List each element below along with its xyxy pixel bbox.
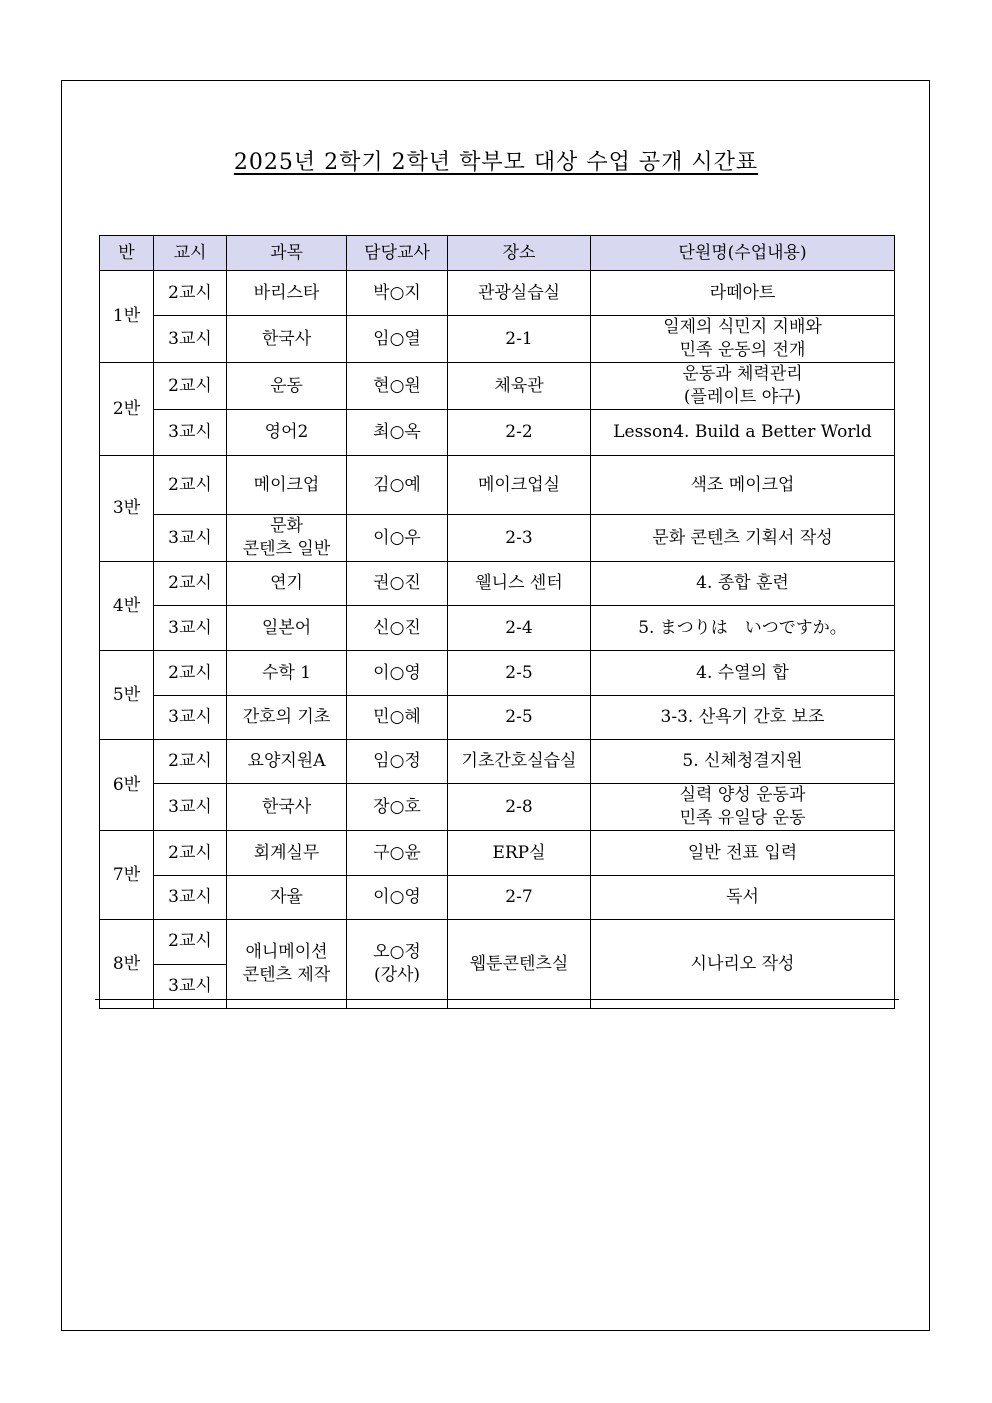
- subject-cell: [227, 606, 347, 651]
- unit-cell: [591, 651, 895, 696]
- place-cell: 기초간호실습실: [448, 740, 591, 784]
- subject-cell: [227, 410, 347, 456]
- place-cell: 2-4: [448, 606, 591, 651]
- class-cell: 3반: [100, 456, 154, 562]
- unit-cell: [591, 784, 895, 831]
- unit-cell: [591, 606, 895, 651]
- subject-line: 요양지원A: [247, 751, 326, 771]
- header-subject: 과목: [227, 236, 347, 271]
- unit-line: 민족 운동의 전개: [679, 340, 806, 360]
- header-unit: 단원명(수업내용): [591, 236, 895, 271]
- teacher-line: 구○윤: [373, 842, 421, 863]
- teacher-line: 권○진: [373, 573, 421, 593]
- class-cell: 2반: [100, 363, 154, 456]
- teacher-cell: [347, 876, 448, 920]
- table-row: [100, 316, 895, 363]
- unit-cell: [591, 740, 895, 784]
- header-place: 장소: [448, 236, 591, 271]
- subject-line: 연기: [270, 573, 303, 593]
- table-row: [100, 515, 895, 562]
- table-row: [100, 606, 895, 651]
- period-cell: 2교시: [154, 651, 227, 696]
- place-cell: 2-5: [448, 696, 591, 740]
- subject-cell: [227, 363, 347, 410]
- unit-cell: [591, 876, 895, 920]
- period-cell: 3교시: [154, 696, 227, 740]
- teacher-line: 임○열: [373, 328, 421, 349]
- table-row: [100, 363, 895, 410]
- subject-cell: [227, 515, 347, 562]
- unit-cell: [591, 696, 895, 740]
- table-row: [100, 696, 895, 740]
- unit-cell: [591, 363, 895, 410]
- unit-cell: [591, 271, 895, 316]
- teacher-line: 민○혜: [373, 707, 421, 727]
- unit-line: (플레이트 야구): [683, 387, 802, 407]
- unit-line: 독서: [726, 887, 759, 907]
- subject-line: 콘텐츠 제작: [242, 965, 331, 985]
- subject-line: 수학 1: [261, 662, 312, 683]
- place-cell: 2-2: [448, 410, 591, 456]
- unit-line: 실력 양성 운동과: [679, 785, 806, 805]
- subject-cell: [227, 784, 347, 831]
- subject-line: 애니메이션: [245, 942, 328, 962]
- table-row: [100, 271, 895, 316]
- subject-cell: [227, 831, 347, 876]
- subject-line: 콘텐츠 일반: [242, 539, 331, 559]
- teacher-line: 이○영: [373, 662, 421, 683]
- subject-cell: [227, 271, 347, 316]
- table-row: [100, 876, 895, 920]
- subject-line: 메이크업: [253, 474, 320, 495]
- teacher-line: 이○영: [373, 887, 421, 907]
- unit-cell: [591, 562, 895, 606]
- class-cell: 6반: [100, 740, 154, 831]
- teacher-cell: [347, 456, 448, 515]
- period-cell: 2교시: [154, 740, 227, 784]
- unit-line: 일제의 식민지 지배와: [663, 317, 822, 337]
- period-cell: 2교시: [154, 456, 227, 515]
- subject-cell: [227, 696, 347, 740]
- subject-line: 한국사: [261, 796, 312, 817]
- teacher-line: 최○옥: [373, 422, 421, 442]
- place-cell: 2-3: [448, 515, 591, 562]
- teacher-cell: [347, 271, 448, 316]
- unit-cell: 시나리오 작성: [591, 920, 895, 1009]
- class-cell: 1반: [100, 271, 154, 363]
- place-cell: 웹툰콘텐츠실: [448, 920, 591, 1009]
- teacher-line: 이○우: [373, 527, 421, 548]
- subject-cell: [227, 920, 347, 1009]
- page-title: [0, 145, 992, 176]
- place-cell: 체육관: [448, 363, 591, 410]
- place-cell: 관광실습실: [448, 271, 591, 316]
- period-cell: 2교시: [154, 363, 227, 410]
- schedule-table: [99, 235, 895, 1009]
- unit-cell: [591, 410, 895, 456]
- teacher-line: 김○예: [373, 474, 421, 495]
- teacher-line: 장○호: [373, 796, 421, 817]
- period-cell: 2교시: [154, 831, 227, 876]
- teacher-cell: [347, 316, 448, 363]
- unit-cell: [591, 515, 895, 562]
- subject-line: 한국사: [261, 328, 312, 349]
- teacher-cell: [347, 606, 448, 651]
- subject-line: 자율: [270, 887, 303, 907]
- unit-cell: [591, 456, 895, 515]
- unit-line: 민족 유일당 운동: [679, 808, 806, 828]
- period-cell: 3교시: [154, 316, 227, 363]
- unit-line: 4. 수열의 합: [696, 662, 789, 683]
- class-cell: 4반: [100, 562, 154, 651]
- unit-line: Lesson4. Build a Better World: [613, 422, 872, 442]
- unit-line: 운동과 체력관리: [682, 364, 803, 384]
- subject-line: 바리스타: [253, 282, 320, 303]
- header-period: 교시: [154, 236, 227, 271]
- teacher-cell: [347, 696, 448, 740]
- header-class: 반: [100, 236, 154, 271]
- teacher-cell: [347, 562, 448, 606]
- place-cell: 2-7: [448, 876, 591, 920]
- table-row: [100, 410, 895, 456]
- subject-line: 일본어: [261, 617, 312, 638]
- subject-cell: [227, 740, 347, 784]
- place-cell: ERP실: [448, 831, 591, 876]
- period-cell: 3교시: [154, 876, 227, 920]
- place-cell: 웰니스 센터: [448, 562, 591, 606]
- class-cell: 8반: [100, 920, 154, 1009]
- period-cell: 2교시: [154, 562, 227, 606]
- unit-cell: [591, 316, 895, 363]
- subject-cell: [227, 456, 347, 515]
- unit-line: 일반 전표 입력: [687, 842, 798, 863]
- teacher-cell: [347, 784, 448, 831]
- period-cell: 2교시: [154, 920, 227, 965]
- subject-line: 간호의 기초: [242, 707, 331, 727]
- table-row: [100, 920, 895, 965]
- period-cell: 3교시: [154, 606, 227, 651]
- class-cell: 5반: [100, 651, 154, 740]
- teacher-cell: [347, 920, 448, 1009]
- teacher-cell: [347, 740, 448, 784]
- table-bottom-rule: [95, 999, 899, 1000]
- teacher-line: 신○진: [373, 617, 421, 638]
- period-cell: 3교시: [154, 515, 227, 562]
- teacher-line: 오○정: [373, 942, 421, 962]
- table-row: [100, 784, 895, 831]
- unit-line: 5. まつりは いつですか。: [638, 617, 847, 638]
- period-cell: 3교시: [154, 784, 227, 831]
- table-row: [100, 831, 895, 876]
- header-teacher: 담당교사: [347, 236, 448, 271]
- unit-line: 색조 메이크업: [690, 474, 795, 495]
- page-title-text: 2025년 2학기 2학년 학부모 대상 수업 공개 시간표: [233, 150, 759, 175]
- place-cell: 2-1: [448, 316, 591, 363]
- period-cell: 3교시: [154, 410, 227, 456]
- table-row: [100, 456, 895, 515]
- table-row: [100, 562, 895, 606]
- teacher-line: 현○원: [373, 375, 421, 396]
- period-cell: 2교시: [154, 271, 227, 316]
- teacher-line: (강사): [373, 965, 421, 985]
- subject-cell: [227, 562, 347, 606]
- unit-line: 4. 종합 훈련: [696, 573, 789, 593]
- unit-line: 라떼아트: [709, 282, 776, 303]
- teacher-cell: [347, 363, 448, 410]
- unit-line: 문화 콘텐츠 기획서 작성: [652, 527, 833, 548]
- teacher-cell: [347, 831, 448, 876]
- place-cell: 2-5: [448, 651, 591, 696]
- subject-line: 문화: [270, 516, 303, 536]
- teacher-cell: [347, 515, 448, 562]
- teacher-cell: [347, 410, 448, 456]
- header-row: [100, 236, 895, 271]
- unit-line: 3-3. 산욕기 간호 보조: [660, 707, 825, 727]
- schedule-body: [100, 271, 895, 1009]
- teacher-cell: [347, 651, 448, 696]
- subject-cell: [227, 316, 347, 363]
- unit-cell: [591, 831, 895, 876]
- place-cell: 메이크업실: [448, 456, 591, 515]
- subject-line: 회계실무: [253, 842, 320, 863]
- subject-cell: [227, 876, 347, 920]
- class-cell: 7반: [100, 831, 154, 920]
- subject-cell: [227, 651, 347, 696]
- teacher-line: 임○정: [373, 751, 421, 771]
- table-row: [100, 651, 895, 696]
- table-row: [100, 740, 895, 784]
- period-cell: 3교시: [154, 964, 227, 1009]
- subject-line: 영어2: [264, 422, 309, 442]
- place-cell: 2-8: [448, 784, 591, 831]
- unit-line: 5. 신체청결지원: [682, 751, 803, 771]
- subject-line: 운동: [270, 375, 303, 396]
- teacher-line: 박○지: [373, 282, 421, 303]
